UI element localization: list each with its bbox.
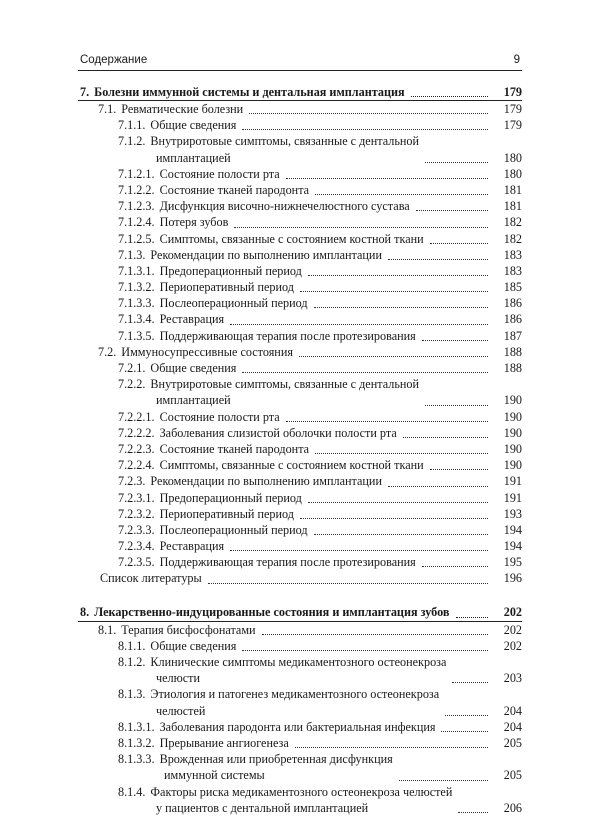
toc-entry-title: Болезни иммунной системы и дентальная имплантация	[94, 84, 405, 99]
toc-entry[interactable]	[78, 198, 522, 214]
toc-entry-title: Периоперативный период	[159, 506, 294, 521]
toc-entry-number: 8.1.3.3.	[118, 752, 155, 767]
toc-leader-dots	[314, 533, 488, 535]
toc-entry[interactable]	[78, 360, 522, 376]
toc-entry[interactable]	[78, 638, 522, 654]
toc-entry-title: Общие сведения	[150, 361, 237, 375]
toc-entry[interactable]	[78, 82, 522, 101]
toc-entry[interactable]	[78, 784, 522, 816]
toc-leader-dots	[300, 517, 488, 519]
toc-leader-dots	[242, 371, 488, 373]
toc-entry-title: Рекомендации по выполнению имплантации	[150, 474, 382, 489]
toc-entry-text	[118, 247, 382, 263]
toc-page-number: 205	[503, 735, 522, 750]
toc-entry-number: 7.2.2.4.	[118, 458, 155, 473]
toc-entry-title: Предоперационный период	[159, 263, 302, 278]
toc-page-number: 179	[503, 101, 522, 116]
toc-page-number: 187	[503, 328, 522, 343]
toc-entry[interactable]	[78, 328, 522, 344]
toc-entry-number: 7.1.2.4.	[118, 215, 155, 230]
toc-page-number: 190	[503, 393, 522, 408]
toc-entry-number: 7.2.3.3.	[118, 522, 155, 537]
toc-entry-text	[118, 784, 452, 816]
toc-entry-title: Поддерживающая терапия после протезирования	[159, 555, 416, 570]
toc-leader-dots	[388, 258, 488, 260]
toc-entry-text	[118, 409, 280, 425]
toc-leader-dots	[242, 128, 488, 130]
toc-leader-dots	[308, 501, 488, 503]
toc-entry-text	[80, 84, 405, 100]
toc-leader-dots	[425, 161, 488, 163]
toc-entry-number: 8.1.	[98, 622, 117, 637]
toc-leader-dots	[249, 112, 488, 114]
toc-entry-text	[80, 604, 450, 620]
toc-page-number: 194	[503, 522, 522, 537]
toc-entry[interactable]	[78, 182, 522, 198]
toc-entry-title: Иммуносупрессивные состояния	[121, 344, 293, 359]
toc-page-number: 183	[503, 247, 522, 262]
toc-entry-title: Послеоперационный период	[159, 296, 308, 311]
toc-entry-title: Предоперационный период	[159, 490, 302, 505]
toc-entry[interactable]	[78, 441, 522, 457]
toc-entry-number: 7.	[80, 84, 90, 99]
toc-entry-number: 7.2.	[98, 344, 117, 359]
toc-entry-text	[118, 133, 419, 165]
toc-leader-dots	[230, 549, 488, 551]
toc-entry[interactable]	[78, 214, 522, 230]
toc-entry-text	[118, 654, 446, 686]
toc-leader-dots	[208, 582, 488, 584]
toc-page-number: 182	[503, 215, 522, 230]
toc-leader-dots	[234, 226, 488, 228]
toc-page-number: 188	[503, 361, 522, 375]
toc-entry-text	[118, 457, 424, 473]
toc-entry[interactable]	[78, 133, 522, 165]
toc-entry-text	[118, 538, 224, 554]
toc-page-number: 202	[503, 622, 522, 637]
toc-entry-text	[118, 328, 416, 344]
toc-entry[interactable]	[78, 295, 522, 311]
toc-page-number: 185	[503, 280, 522, 295]
toc-entry-title: Реставрация	[159, 312, 225, 327]
toc-leader-dots	[411, 95, 488, 97]
toc-page-number: 190	[503, 441, 522, 456]
toc-entry-text	[118, 198, 410, 214]
toc-entry-number: 7.2.3.1.	[118, 490, 155, 505]
toc-entry[interactable]	[78, 425, 522, 441]
toc-entry-title: Ревматические болезни	[121, 101, 244, 116]
toc-entry[interactable]	[78, 344, 522, 360]
toc-entry-text	[118, 182, 309, 198]
toc-entry-title: Заболевания пародонта или бактериальная инфекция	[159, 719, 436, 734]
toc-entry-title-continued: имплантацией	[156, 150, 231, 165]
toc-leader-dots	[230, 323, 488, 325]
toc-entry-number: 7.1.3.4.	[118, 312, 155, 327]
toc-entry[interactable]	[78, 457, 522, 473]
toc-leader-dots	[315, 452, 488, 454]
toc-entry[interactable]	[78, 263, 522, 279]
toc-entry-text	[118, 735, 289, 751]
toc-entry-number: 7.1.2.1.	[118, 166, 155, 181]
toc-entry-number: 7.2.2.1.	[118, 409, 155, 424]
toc-entry-title: Прерывание ангиогенеза	[159, 735, 289, 750]
toc-entry-title: Врожденная или приобретенная дисфункция	[159, 752, 393, 767]
toc-entry-number: 7.1.3.1.	[118, 263, 155, 278]
toc-leader-dots	[295, 746, 488, 748]
toc-page-number: 203	[503, 671, 522, 686]
toc-entry-title: Состояние полости рта	[159, 409, 280, 424]
toc-entry-number: 7.1.2.3.	[118, 199, 155, 214]
toc-leader-dots	[458, 811, 488, 813]
toc-entry-number: 8.1.4.	[118, 784, 146, 799]
toc-entry[interactable]	[78, 686, 522, 718]
toc-entry-number: 8.	[80, 605, 90, 620]
toc-page-number: 202	[503, 605, 522, 620]
toc-leader-dots	[422, 565, 488, 567]
toc-page-number: 204	[503, 703, 522, 718]
toc-entry[interactable]	[78, 166, 522, 182]
toc-page-number: 191	[503, 474, 522, 489]
toc-entry-number: 7.2.2.2.	[118, 425, 155, 440]
toc-entry-number: 7.1.	[98, 101, 117, 116]
toc-entry-number: 7.1.3.5.	[118, 328, 155, 343]
toc-leader-dots	[286, 420, 488, 422]
toc-entry-number: 7.1.3.2.	[118, 280, 155, 295]
toc-entry[interactable]	[78, 231, 522, 247]
toc-entry-text	[118, 638, 236, 654]
toc-entry-text	[118, 554, 416, 570]
toc-entry-number: 7.2.3.5.	[118, 555, 155, 570]
toc-entry-text	[118, 214, 228, 230]
toc-page-number: 181	[503, 199, 522, 214]
toc-entry[interactable]	[78, 117, 522, 133]
toc-entry-number: 8.1.3.2.	[118, 735, 155, 750]
toc-entry-title: Этиология и патогенез медикаментозного остеонекроза	[150, 687, 440, 702]
toc-entry-title: Состояние полости рта	[159, 166, 280, 181]
toc-entry-text	[118, 441, 309, 457]
toc-entry-title: Дисфункция височно-нижнечелюстного сустава	[159, 199, 410, 214]
toc-entry[interactable]	[78, 719, 522, 735]
toc-entry-title: Послеоперационный период	[159, 522, 308, 537]
toc-entry-text	[118, 490, 302, 506]
toc-page-number: 179	[503, 118, 522, 133]
toc-entry-title: Список литературы	[100, 571, 202, 586]
toc-entry-title: Состояние тканей пародонта	[159, 182, 310, 197]
toc-entry-text	[118, 376, 419, 408]
toc-leader-dots	[315, 193, 488, 195]
toc-entry-text	[118, 473, 382, 489]
toc-entry-text	[98, 622, 256, 638]
toc-page-number: 188	[503, 344, 522, 359]
toc-entry[interactable]	[78, 538, 522, 554]
toc-entry[interactable]	[78, 622, 522, 638]
toc-entry-number: 7.2.3.	[118, 474, 146, 489]
toc-entry[interactable]	[78, 247, 522, 263]
toc-page-number: 194	[503, 539, 522, 554]
toc-leader-dots	[308, 274, 488, 276]
toc-entry-title: Общие сведения	[150, 638, 237, 653]
toc-entry-text	[98, 101, 243, 117]
toc-leader-dots	[314, 306, 488, 308]
toc-page-number: 190	[503, 425, 522, 440]
toc-entry-title: Симптомы, связанные с состоянием костной ткани	[159, 458, 424, 473]
toc-page-number: 182	[503, 231, 522, 246]
toc-page-number: 186	[503, 296, 522, 311]
toc-leader-dots	[425, 404, 488, 406]
toc-page-number: 183	[503, 263, 522, 278]
toc-entry-text	[118, 295, 308, 311]
toc-entry-title-continued: имплантацией	[156, 393, 231, 408]
toc-leader-dots	[299, 355, 488, 357]
toc-page-number: 206	[503, 800, 522, 815]
toc-entry-number: 7.1.2.2.	[118, 182, 155, 197]
toc-page-number: 202	[503, 638, 522, 653]
toc-entry-title: Рекомендации по выполнению имплантации	[150, 247, 382, 262]
toc-leader-dots	[422, 339, 488, 341]
toc-entry-text	[118, 311, 224, 327]
toc-entry-number: 7.1.3.3.	[118, 296, 155, 311]
toc-page-number: 190	[503, 409, 522, 424]
toc-entry-text	[118, 231, 424, 247]
toc-page-number: 186	[503, 312, 522, 327]
toc-entry-title: Заболевания слизистой оболочки полости рта	[159, 425, 397, 440]
toc-entry-title: Терапия бисфосфонатами	[121, 622, 256, 637]
toc-entry[interactable]	[78, 376, 522, 408]
toc-entry-title-continued: иммунной системы	[164, 768, 265, 783]
toc-entry-number: 7.2.3.4.	[118, 539, 155, 554]
toc-entry-title-continued: челюсти	[156, 671, 200, 686]
toc-entry-title: Внутриротовые симптомы, связанные с дентальной	[150, 134, 420, 149]
toc-entry-title-continued: челюстей	[156, 703, 206, 718]
toc-entry-number: 8.1.3.	[118, 687, 146, 702]
toc-entry-text	[118, 719, 435, 735]
toc-entry[interactable]	[78, 522, 522, 538]
toc-entry-number: 7.2.3.2.	[118, 506, 155, 521]
toc-entry-text	[118, 751, 393, 783]
toc-entry-title-continued: у пациентов с дентальной имплантацией	[156, 800, 369, 815]
toc-entry-number: 7.1.2.	[118, 134, 146, 149]
toc-page-number: 195	[503, 555, 522, 570]
toc-leader-dots	[452, 681, 488, 683]
toc-entry-text	[118, 425, 397, 441]
toc-entry[interactable]	[78, 603, 522, 622]
toc-entry[interactable]	[78, 473, 522, 489]
toc-leader-dots	[430, 242, 488, 244]
toc-entry-number: 7.1.3.	[118, 247, 146, 262]
toc-entry-title: Периоперативный период	[159, 280, 294, 295]
toc-page-number: 180	[503, 150, 522, 165]
toc-page-number: 191	[503, 490, 522, 505]
toc-entry-text	[118, 166, 280, 182]
chapter-separator	[78, 587, 522, 603]
toc-page-number: 179	[503, 84, 522, 99]
toc-entry-text	[118, 279, 294, 295]
toc-entry-title: Клинические симптомы медикаментозного остеонекроза	[150, 655, 447, 670]
toc-entry[interactable]	[78, 311, 522, 327]
toc-entry[interactable]	[78, 654, 522, 686]
toc-leader-dots	[441, 730, 488, 732]
toc-entry-number: 8.1.3.1.	[118, 719, 155, 734]
toc-entry-number: 8.1.2.	[118, 655, 146, 670]
toc-entry-title: Внутриротовые симптомы, связанные с дентальной	[150, 377, 420, 392]
toc-leader-dots	[445, 714, 488, 716]
toc-leader-dots	[416, 209, 488, 211]
toc-entry[interactable]	[78, 409, 522, 425]
toc-leader-dots	[388, 485, 488, 487]
table-of-contents	[78, 82, 522, 816]
toc-entry-number: 7.2.1.	[118, 361, 146, 375]
toc-entry[interactable]	[78, 554, 522, 570]
toc-page-number: 205	[503, 768, 522, 783]
toc-entry[interactable]	[78, 751, 522, 783]
toc-entry[interactable]	[78, 279, 522, 295]
header-title: Содержание	[80, 54, 148, 66]
toc-entry-title: Общие сведения	[150, 118, 237, 133]
toc-entry-number: 7.2.2.	[118, 377, 146, 392]
toc-page-number: 181	[503, 182, 522, 197]
toc-entry-text	[118, 522, 308, 538]
toc-entry-number: 7.1.1.	[118, 118, 146, 133]
toc-entry[interactable]	[78, 570, 522, 586]
toc-entry-text	[100, 570, 202, 586]
toc-leader-dots	[242, 649, 488, 651]
toc-leader-dots	[403, 436, 488, 438]
toc-entry[interactable]	[78, 101, 522, 117]
toc-entry-title: Состояние тканей пародонта	[159, 441, 310, 456]
toc-leader-dots	[456, 616, 489, 618]
toc-entry[interactable]	[78, 490, 522, 506]
toc-entry-title: Потеря зубов	[159, 215, 229, 230]
header-page-number: 9	[513, 54, 520, 66]
toc-entry-title: Лекарственно-индуцированные состояния и имплантация зубов	[94, 605, 450, 620]
toc-entry-text	[118, 360, 236, 376]
toc-leader-dots	[262, 633, 488, 635]
toc-entry-text	[118, 686, 439, 718]
toc-entry-title: Поддерживающая терапия после протезирования	[159, 328, 416, 343]
toc-page-number: 204	[503, 719, 522, 734]
toc-entry-number: 7.1.2.5.	[118, 231, 155, 246]
toc-entry-text	[118, 117, 236, 133]
toc-entry-title: Факторы риска медикаментозного остеонекроза челюстей	[150, 784, 453, 799]
toc-page-number: 180	[503, 166, 522, 181]
toc-entry-title: Симптомы, связанные с состоянием костной ткани	[159, 231, 424, 246]
toc-page-number: 193	[503, 506, 522, 521]
toc-leader-dots	[399, 779, 488, 781]
toc-leader-dots	[300, 290, 488, 292]
toc-entry-text	[118, 263, 302, 279]
toc-leader-dots	[430, 468, 488, 470]
running-header	[78, 48, 522, 71]
toc-entry[interactable]	[78, 506, 522, 522]
toc-entry-text	[98, 344, 293, 360]
toc-entry[interactable]	[78, 735, 522, 751]
toc-entry-number: 8.1.1.	[118, 638, 146, 653]
toc-page-number: 196	[503, 571, 522, 586]
toc-page-number: 190	[503, 458, 522, 473]
toc-leader-dots	[286, 177, 488, 179]
toc-entry-title: Реставрация	[159, 539, 225, 554]
toc-entry-text	[118, 506, 294, 522]
toc-entry-number: 7.2.2.3.	[118, 441, 155, 456]
